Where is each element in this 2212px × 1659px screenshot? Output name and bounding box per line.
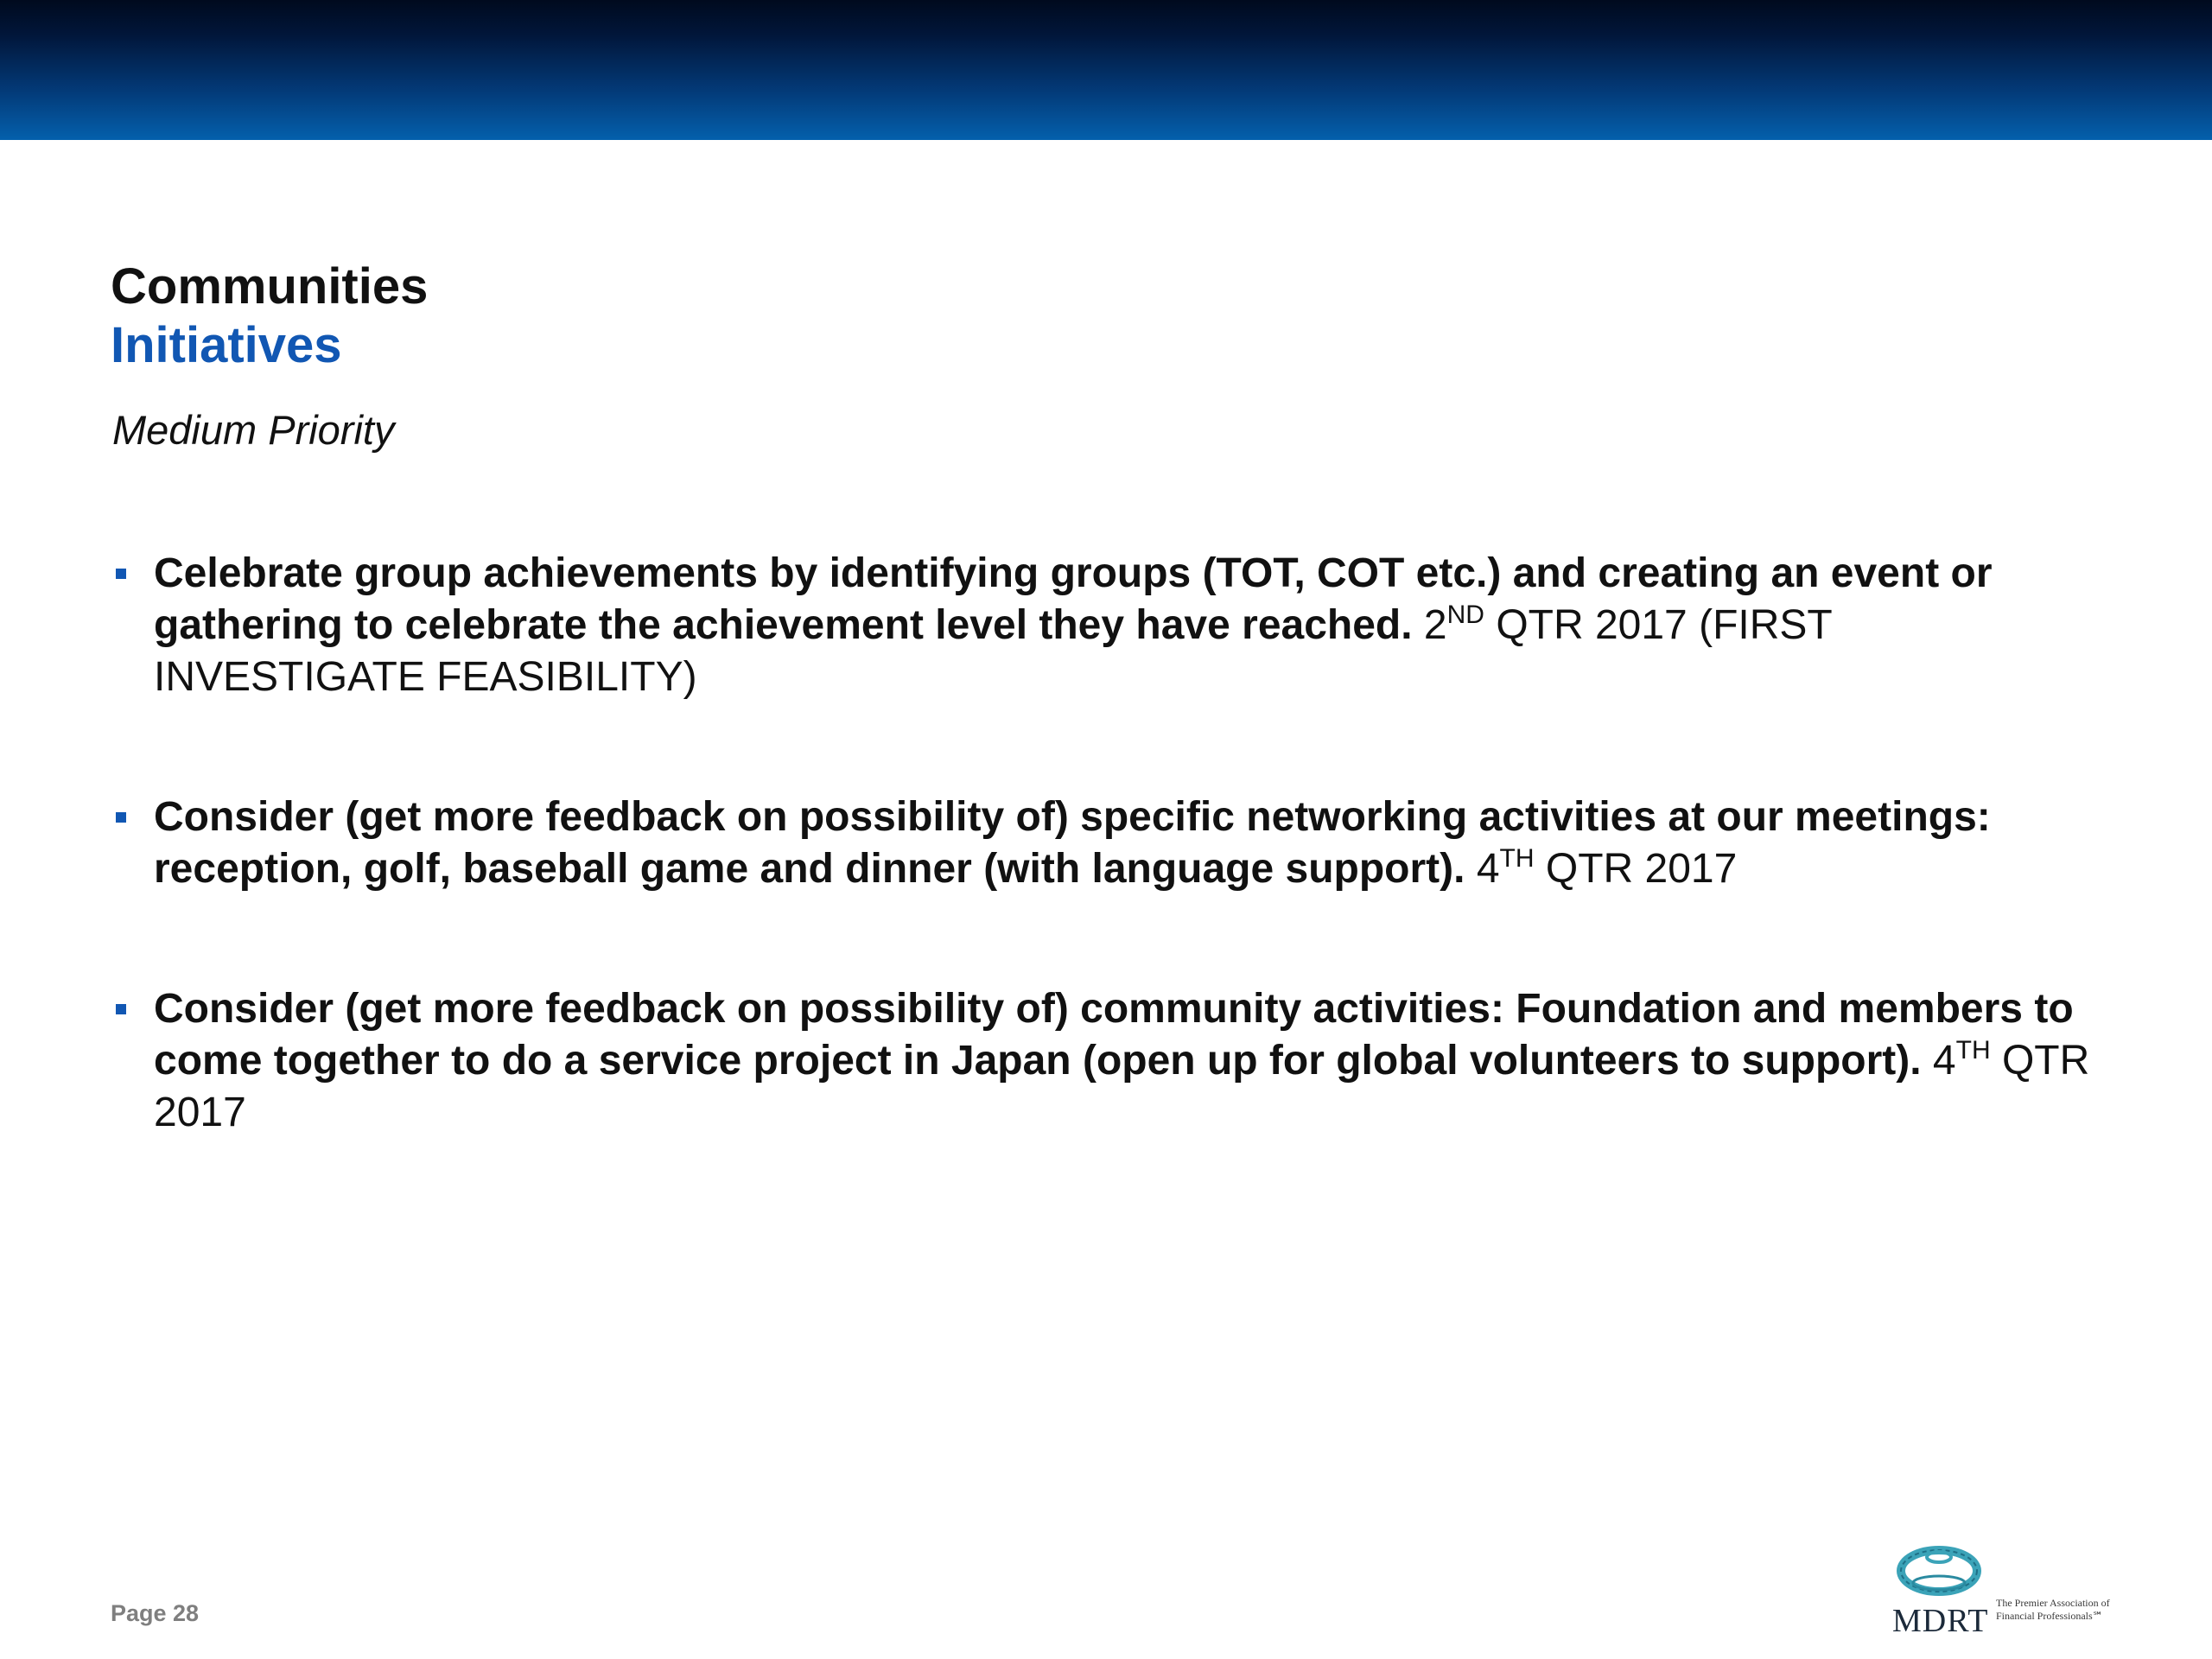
initiative-item [112, 791, 2100, 895]
slide-header [111, 257, 428, 375]
ordinal-suffix: TH [1955, 1036, 1991, 1065]
header-band [0, 0, 2212, 140]
bullet-square-icon [116, 812, 126, 823]
initiative-item [112, 983, 2100, 1139]
initiative-timing-number: 2 [1423, 602, 1447, 648]
initiative-text: Consider (get more feedback on possibility of) community activities: Foundation and members to come together to do a service project in Japan (open up for global volunteers to support). [154, 986, 2074, 1084]
initiative-timing: QTR 2017 [1545, 846, 1738, 892]
initiatives-list [112, 548, 2100, 1139]
bullet-square-icon [116, 1004, 126, 1014]
mdrt-ring-icon [1896, 1540, 1982, 1600]
mdrt-wordmark: MDRT [1892, 1603, 1989, 1639]
page-number: Page 28 [111, 1600, 200, 1626]
initiative-timing-number: 4 [1932, 1038, 1956, 1084]
slide-title-accent: Initiatives [111, 317, 342, 373]
initiative-item [112, 548, 2100, 703]
initiative-text: Celebrate group achievements by identifying groups (TOT, COT etc.) and creating an event or gathering to celebrate the achievement level they have reached. [154, 550, 1993, 648]
bullet-square-icon [116, 569, 126, 579]
initiative-timing: QTR 2017 (FIRST INVESTIGATE FEASIBILITY) [154, 602, 1832, 700]
initiative-timing: QTR 2017 [154, 1038, 2090, 1135]
initiative-timing-number: 4 [1476, 846, 1500, 892]
priority-label: Medium Priority [112, 407, 395, 453]
slide-title: Communities [111, 258, 429, 315]
ordinal-suffix: TH [1499, 844, 1535, 873]
mdrt-logo [1892, 1540, 2112, 1643]
mdrt-tagline: The Premier Association of Financial Professionals℠ [1996, 1597, 2110, 1622]
ordinal-suffix: ND [1446, 601, 1484, 629]
initiative-text: Consider (get more feedback on possibility of) specific networking activities at our meetings: reception, golf, baseball game and dinner (with language support). [154, 794, 1991, 892]
